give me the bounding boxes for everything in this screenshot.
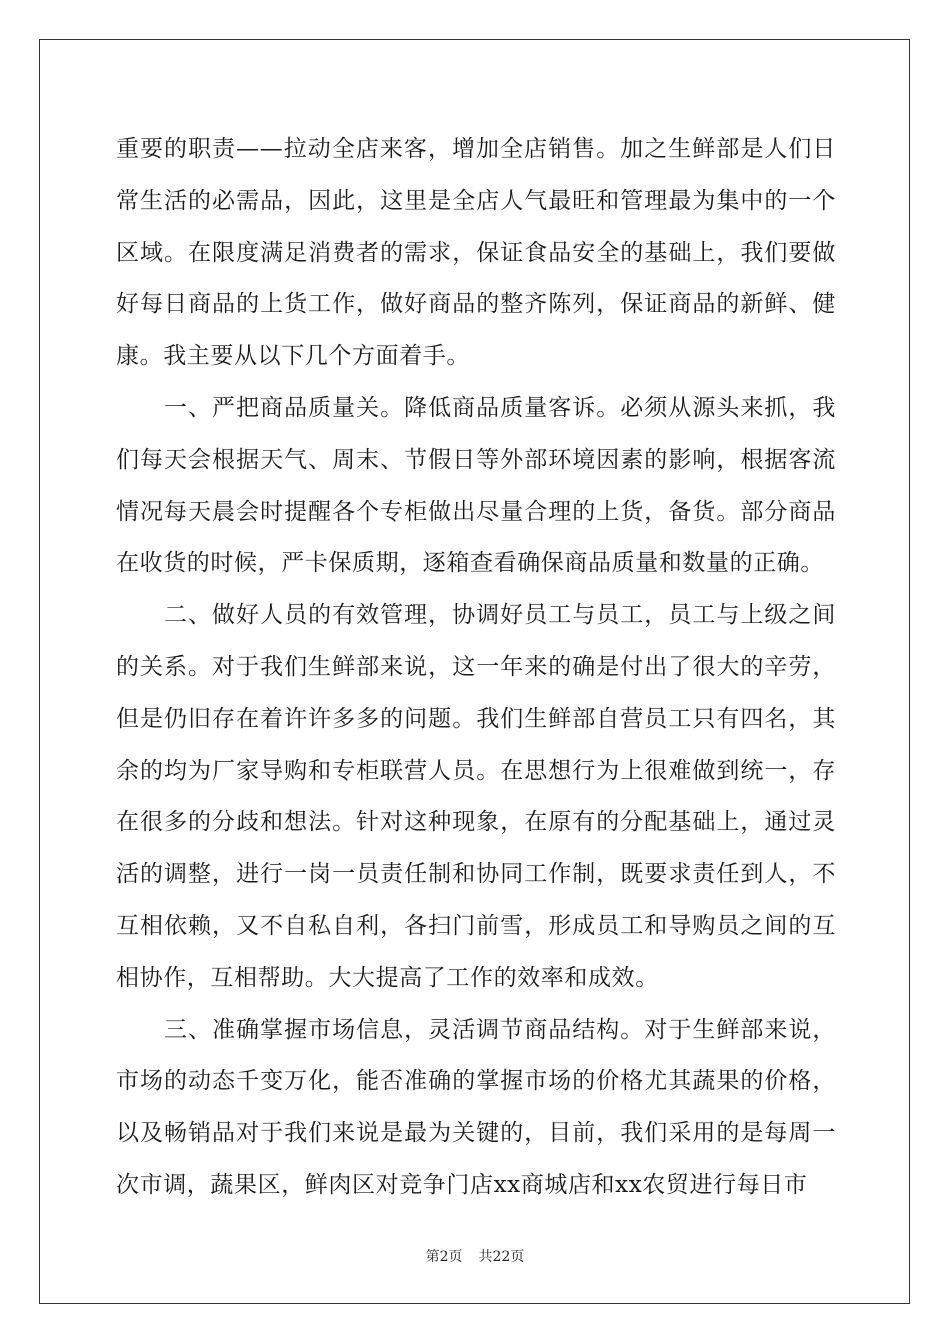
- page-footer: [0, 1246, 950, 1266]
- paragraph-intro: 重要的职责——拉动全店来客，增加全店销售。加之生鲜部是人们日常生活的必需品，因此，这里是全店人气最旺和管理最为集中的一个区域。在限度满足消费者的需求，保证食品安全的基础上，我们要做好每日商品的上货工作，做好商品的整齐陈列，保证商品的新鲜、健康。我主要从以下几个方面着手。: [116, 136, 836, 370]
- paragraph-quality: 一、严把商品质量关。降低商品质量客诉。必须从源头来抓，我们每天会根据天气、周末、节假日等外部环境因素的影响，根据客流情况每天晨会时提醒各个专柜做出尽量合理的上货，备货。部分商品在收货的时候，严卡保质期，逐箱查看确保商品质量和数量的正确。: [116, 394, 836, 577]
- page-total: 共22页: [478, 1249, 525, 1265]
- paragraph-staff: 二、做好人员的有效管理，协调好员工与员工，员工与上级之间的关系。对于我们生鲜部来说，这一年来的确是付出了很大的辛劳，但是仍旧存在着许许多多的问题。我们生鲜部自营员工只有四名，其余的均为厂家导购和专柜联营人员。在思想行为上很难做到统一，存在很多的分歧和想法。针对这种现象，在原有的分配基础上，通过灵活的调整，进行一岗一员责任制和协同工作制，既要求责任到人，不互相依赖，又不自私自利，各扫门前雪，形成员工和导购员之间的互相协作，互相帮助。大大提高了工作的效率和成效。: [116, 602, 836, 991]
- page-number: 第2页: [425, 1249, 463, 1265]
- document-body: [116, 124, 836, 1212]
- paragraph-market: 三、准确掌握市场信息，灵活调节商品结构。对于生鲜部来说，市场的动态千变万化，能否准确的掌握市场的价格尤其蔬果的价格，以及畅销品对于我们来说是最为关键的，目前，我们采用的是每周一次市调，蔬果区，鲜肉区对竞争门店xx商城店和xx农贸进行每日市: [116, 1016, 836, 1198]
